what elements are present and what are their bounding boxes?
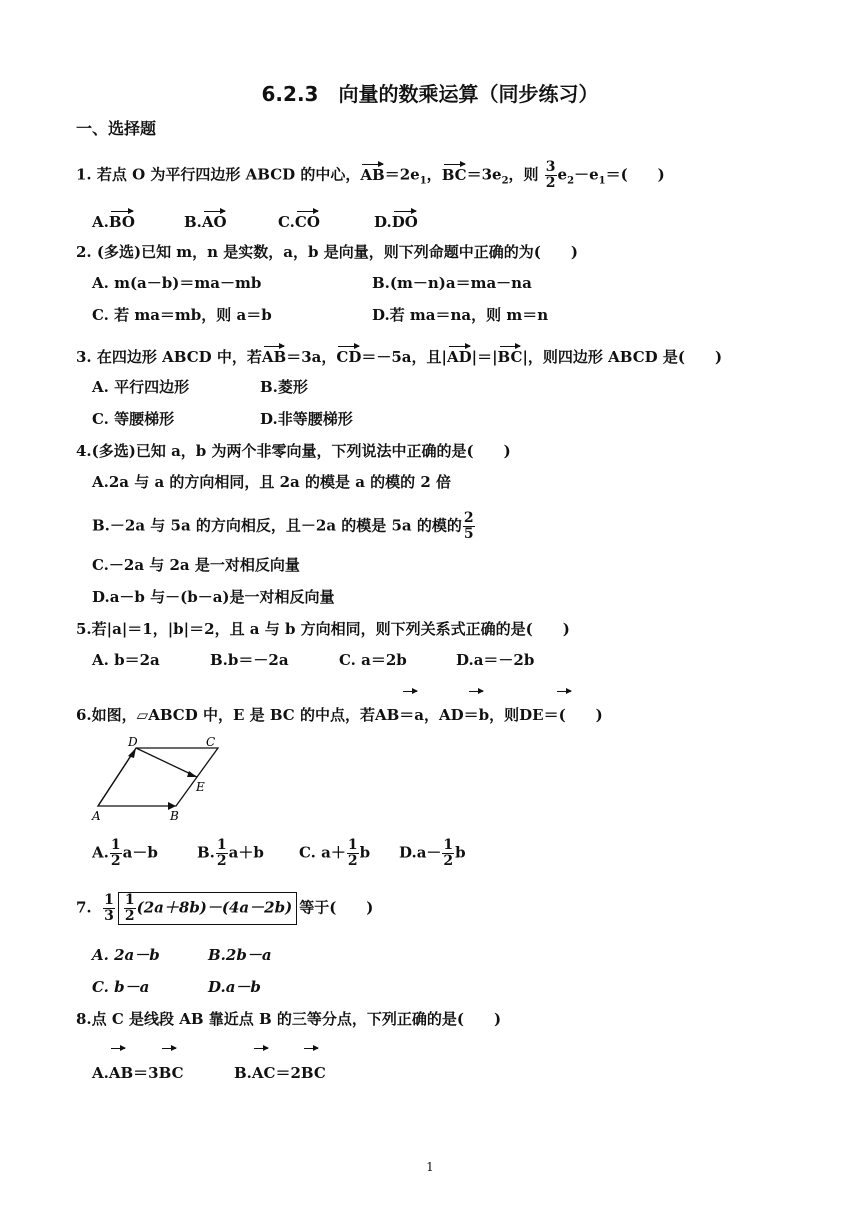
q8-option-b: B.AC＝2BC [234,1064,326,1082]
question-2: 2. (多选)已知 m，n 是实数，a，b 是向量，则下列命题中正确的为( ) [76,243,578,261]
q1-eq1: ＝2e [384,165,420,184]
vector-ad-line [98,751,134,806]
option-d: D.a－ $\frac{1}{2}$ b [399,837,466,869]
q5-option-b: B.b＝－2a [210,651,289,669]
parallelogram-figure [90,736,230,822]
option-c: C. a＋ $\frac{1}{2}$ b [299,837,371,869]
q8-option-a: A.AB＝3BC [92,1064,184,1082]
label-c: C [206,736,216,749]
q7-option-a: A. 2a－b [92,946,160,964]
label-e: E [196,780,205,794]
section-heading: 一、选择题 [76,119,157,138]
page-number: 1 [426,1160,434,1174]
q2-option-c: C. 若 ma＝mb，则 a＝b [92,306,272,324]
q4-option-b: B.－2a 与 5a 的方向相反，且－2a 的模是 5a 的模的 $\frac{2}{5}$ [92,510,474,542]
q1-options [92,212,418,232]
segment-de [136,748,197,777]
option-c: C.CO [278,213,320,231]
vector-arrow-bc [304,1048,318,1049]
fraction: $\frac{1}{3}$ [104,892,114,924]
q1-sub2: 2 [501,175,509,187]
vector-arrow-ac [254,1048,268,1049]
q7-option-c: C. b－a [92,978,150,996]
q2-option-a: A. m(a－b)＝ma－mb [92,274,262,292]
option-a: A.BO [92,213,135,231]
q4-option-c: C.－2a 与 2a 是一对相反向量 [92,556,300,574]
q6-options [92,838,466,869]
question-6: 6.如图，▱ABCD 中，E 是 BC 的中点，若AB＝a，AD＝b，则DE＝( ) [76,706,603,724]
question-3: 3. 在四边形 ABCD 中，若AB＝3a，CD＝－5a，且|AD|＝|BC|，则四边形 ABCD 是( ) [76,348,723,366]
q1-lead: 1. 若点 O 为平行四边形 ABCD 的中心， [76,165,361,184]
label-a: A [92,809,101,822]
option-b: B.AO [184,213,227,231]
q7-option-d: D.a－b [208,978,261,996]
vector-ab: AB [261,348,287,366]
q4-option-a: A.2a 与 a 的方向相同，且 2a 的模是 a 的模的 2 倍 [92,473,452,491]
q7-option-b: B.2b－a [208,946,272,964]
q1-then: ，则 [508,165,539,184]
q1-eq2: ＝3e [466,165,502,184]
fraction: $\frac{2}{5}$ [463,510,474,542]
vector-bc: BC [497,348,523,366]
expression-bracket: $\frac{1}{2}$ (2a＋8b)－(4a－2b) [118,892,297,925]
vector-cd: CD [336,348,362,366]
question-1: 1. 若点 O 为平行四边形 ABCD 的中心，$AB=2e_1$，$BC=3e_2$，则 $\frac{3}{2}$ $e_2-e_1=$( ) [76,159,665,191]
q3-option-c: C. 等腰梯形 [92,410,175,428]
vector-arrow-ab [403,691,417,692]
vector-ad: AD [446,348,472,366]
q5-option-c: C. a＝2b [339,651,407,669]
q5-option-a: A. b＝2a [92,651,160,669]
fraction: $\frac{3}{2}$ [545,159,556,191]
q2-option-d: D.若 ma＝na，则 m＝n [372,306,549,324]
q3-option-b: B.菱形 [260,378,308,396]
vector-bc: BC [441,165,467,184]
vector-ab: AB [360,165,385,184]
option-a: A. $\frac{1}{2}$ a－b [92,837,158,869]
option-b: B. $\frac{1}{2}$ a＋b [197,837,264,869]
question-7: 7. $\frac{1}{3}$ $\frac{1}{2}$ (2a＋8b)－(4a－2b) 等于( ) [76,892,374,924]
q4-option-d: D.a－b 与－(b－a)是一对相反向量 [92,588,335,606]
vector-arrow-ab [111,1048,125,1049]
parallelogram-abcd [98,748,218,806]
q5-option-d: D.a＝－2b [456,651,535,669]
q1-sub1: 1 [419,175,427,187]
q1-expr: e [557,165,568,184]
question-4: 4.(多选)已知 a，b 为两个非零向量，下列说法中正确的是( ) [76,442,511,460]
question-8: 8.点 C 是线段 AB 靠近点 B 的三等分点，下列正确的是( ) [76,1010,502,1028]
vector-arrow-de [557,691,571,692]
q3-option-d: D.非等腰梯形 [260,410,353,428]
q2-option-b: B.(m－n)a＝ma－na [372,274,532,292]
label-d: D [128,736,138,749]
arrow-de-head [187,771,197,777]
arrow-ad-head [128,748,136,758]
q3-option-a: A. 平行四边形 [92,378,190,396]
option-d: D.DO [374,213,418,231]
q1-comma: ， [426,165,442,184]
question-5: 5.若|a|＝1，|b|＝2，且 a 与 b 方向相同，则下列关系式正确的是( ) [76,620,570,638]
page-title: 6.2.3 向量的数乘运算（同步练习） [261,82,599,106]
vector-arrow-ad [469,691,483,692]
q1-tail: ＝( ) [605,165,665,184]
label-b: B [170,809,179,822]
vector-arrow-bc [162,1048,176,1049]
